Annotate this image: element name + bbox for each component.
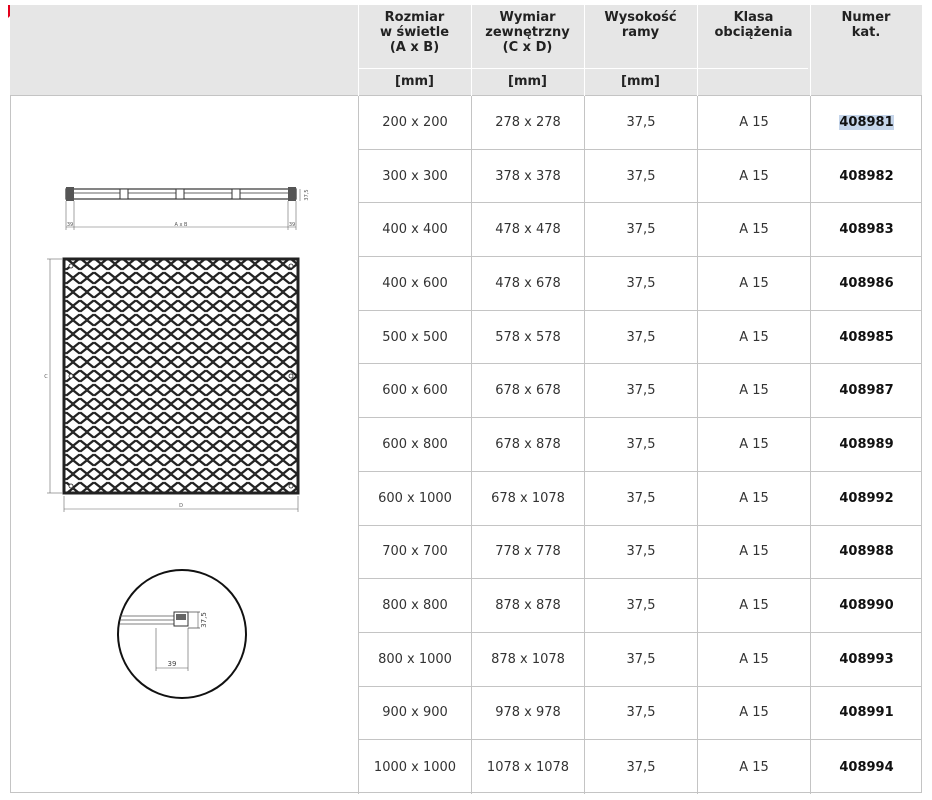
cell-catalog-text: 408983 [839, 222, 894, 238]
header-height [584, 10, 697, 40]
cell-outer [471, 418, 584, 471]
cell-height [584, 579, 697, 632]
cell-outer [471, 687, 584, 740]
side-dim-mid: A x B [174, 222, 188, 228]
cell-size-text: 1000 x 1000 [373, 759, 457, 775]
product-table [358, 96, 922, 794]
cell-class-text: A 15 [739, 222, 769, 238]
cell-outer-text: 378 x 378 [495, 168, 561, 184]
cell-size-text: 700 x 700 [382, 544, 448, 560]
cell-class-text: A 15 [739, 759, 769, 775]
header-size-line3: (A x B) [389, 40, 440, 55]
cell-outer [471, 311, 584, 364]
cell-size-text: 300 x 300 [382, 168, 448, 184]
cell-outer [471, 526, 584, 579]
cell-height-text: 37,5 [626, 222, 656, 238]
cell-catalog [810, 579, 922, 632]
cell-height-text: 37,5 [626, 329, 656, 345]
cell-catalog [810, 257, 922, 310]
cell-outer-text: 878 x 878 [495, 598, 561, 614]
unit-size: [mm] [395, 74, 434, 89]
cell-size [358, 150, 471, 203]
cell-height [584, 203, 697, 256]
cell-class [697, 150, 810, 203]
cell-height-text: 37,5 [626, 275, 656, 291]
cell-height-text: 37,5 [626, 436, 656, 452]
cell-catalog [810, 472, 922, 525]
cell-height-text: 37,5 [626, 705, 656, 721]
side-profile [66, 187, 310, 230]
cell-catalog-text: 408981 [839, 114, 894, 130]
cell-class [697, 526, 810, 579]
cell-size-text: 600 x 800 [382, 436, 448, 452]
cell-class [697, 579, 810, 632]
cell-size-text: 400 x 600 [382, 275, 448, 291]
cell-catalog-text: 408986 [839, 275, 894, 291]
cell-size-text: 900 x 900 [382, 705, 448, 721]
cell-class-text: A 15 [739, 544, 769, 560]
header-outer [471, 10, 584, 55]
cell-size [358, 633, 471, 686]
cell-size [358, 96, 471, 149]
plan-dim-c: C [44, 374, 48, 380]
cell-catalog-text: 408985 [839, 329, 894, 345]
cell-catalog-text: 408993 [839, 651, 894, 667]
cell-outer-text: 578 x 578 [495, 329, 561, 345]
cell-catalog-text: 408991 [839, 705, 894, 721]
cell-catalog-text: 408987 [839, 383, 894, 399]
cell-class [697, 633, 810, 686]
cell-class-text: A 15 [739, 383, 769, 399]
table-row [358, 203, 922, 257]
side-dim-height: 37,5 [304, 189, 310, 201]
table-row [358, 311, 922, 365]
cell-catalog-text: 408988 [839, 544, 894, 560]
cell-outer [471, 150, 584, 203]
table-row [358, 257, 922, 311]
cell-height [584, 364, 697, 417]
cell-outer [471, 472, 584, 525]
cell-size-text: 600 x 1000 [378, 490, 452, 506]
cell-outer [471, 96, 584, 149]
cell-height-text: 37,5 [626, 114, 656, 130]
table-row [358, 633, 922, 687]
table-row [358, 472, 922, 526]
cell-catalog [810, 740, 922, 794]
cell-height-text: 37,5 [626, 759, 656, 775]
cell-class-text: A 15 [739, 329, 769, 345]
cell-catalog-text: 408990 [839, 598, 894, 614]
header-vline [584, 5, 585, 96]
header-height-line2: ramy [621, 25, 660, 40]
cell-height-text: 37,5 [626, 598, 656, 614]
cell-outer-text: 978 x 978 [495, 705, 561, 721]
unit-outer: [mm] [508, 74, 547, 89]
cell-class [697, 311, 810, 364]
cell-class [697, 418, 810, 471]
header-class-line2: obciążenia [714, 25, 793, 40]
cell-size [358, 311, 471, 364]
cell-class [697, 96, 810, 149]
cell-height [584, 418, 697, 471]
cell-size [358, 203, 471, 256]
header-catalog [810, 10, 922, 40]
plan-dim-d: D [179, 503, 183, 509]
cell-outer [471, 203, 584, 256]
cell-catalog-text: 408982 [839, 168, 894, 184]
table-row [358, 687, 922, 741]
table-row [358, 150, 922, 204]
cell-outer [471, 257, 584, 310]
cell-size [358, 579, 471, 632]
cell-size-text: 200 x 200 [382, 114, 448, 130]
table-row [358, 579, 922, 633]
cell-catalog [810, 418, 922, 471]
cell-outer-text: 478 x 478 [495, 222, 561, 238]
cell-outer [471, 364, 584, 417]
side-dim-right: 39 [288, 222, 296, 228]
table-row [358, 96, 922, 150]
cell-class-text: A 15 [739, 275, 769, 291]
cell-outer [471, 579, 584, 632]
cell-class [697, 364, 810, 417]
cell-class-text: A 15 [739, 436, 769, 452]
detail-dim-width: 39 [167, 660, 177, 668]
cell-catalog-text: 408994 [839, 759, 894, 775]
cell-outer-text: 278 x 278 [495, 114, 561, 130]
cell-size [358, 472, 471, 525]
cell-catalog [810, 526, 922, 579]
cell-catalog [810, 687, 922, 740]
cell-class [697, 257, 810, 310]
cell-outer-text: 678 x 878 [495, 436, 561, 452]
header-vline [471, 5, 472, 96]
cell-class-text: A 15 [739, 114, 769, 130]
cell-height-text: 37,5 [626, 490, 656, 506]
cell-size [358, 740, 471, 794]
header-catalog-line1: Numer [841, 10, 891, 25]
cell-catalog-text: 408992 [839, 490, 894, 506]
cell-class-text: A 15 [739, 490, 769, 506]
cell-height [584, 257, 697, 310]
cell-catalog [810, 633, 922, 686]
header-size-line2: w świetle [379, 25, 450, 40]
cell-class [697, 687, 810, 740]
cell-outer-text: 478 x 678 [495, 275, 561, 291]
cell-class-text: A 15 [739, 651, 769, 667]
header-size-line1: Rozmiar [384, 10, 445, 25]
cell-catalog [810, 96, 922, 149]
cell-size [358, 687, 471, 740]
cell-outer-text: 678 x 678 [495, 383, 561, 399]
cell-height [584, 150, 697, 203]
cell-class-text: A 15 [739, 598, 769, 614]
cell-size [358, 418, 471, 471]
cell-size-text: 400 x 400 [382, 222, 448, 238]
cell-outer [471, 740, 584, 794]
cell-catalog [810, 311, 922, 364]
cell-height [584, 472, 697, 525]
cell-size-text: 500 x 500 [382, 329, 448, 345]
cell-outer-text: 878 x 1078 [491, 651, 565, 667]
cell-height [584, 740, 697, 794]
cell-class-text: A 15 [739, 705, 769, 721]
cell-size [358, 364, 471, 417]
cell-height [584, 687, 697, 740]
plan-view [44, 259, 298, 512]
cell-height-text: 37,5 [626, 651, 656, 667]
cell-catalog [810, 203, 922, 256]
header-vline [697, 5, 698, 96]
cell-size [358, 257, 471, 310]
cell-size-text: 800 x 800 [382, 598, 448, 614]
cell-height-text: 37,5 [626, 544, 656, 560]
cell-outer-text: 678 x 1078 [491, 490, 565, 506]
table-row [358, 740, 922, 794]
cell-class-text: A 15 [739, 168, 769, 184]
cell-height [584, 96, 697, 149]
cell-height-text: 37,5 [626, 168, 656, 184]
header-height-line1: Wysokość [604, 10, 677, 25]
cell-outer-text: 778 x 778 [495, 544, 561, 560]
technical-drawing [10, 96, 358, 793]
detail-view [118, 570, 246, 698]
cell-size-text: 600 x 600 [382, 383, 448, 399]
cell-catalog [810, 364, 922, 417]
cell-size-text: 800 x 1000 [378, 651, 452, 667]
table-row [358, 418, 922, 472]
header-outer-line2: zewnętrzny [485, 25, 570, 40]
header-size [358, 10, 471, 55]
side-dim-left: 39 [66, 222, 74, 228]
header-divider [358, 68, 808, 69]
table-row [358, 526, 922, 580]
cell-catalog [810, 150, 922, 203]
cell-height-text: 37,5 [626, 383, 656, 399]
cell-height [584, 526, 697, 579]
cell-size [358, 526, 471, 579]
cell-outer-text: 1078 x 1078 [486, 759, 570, 775]
header-class-line1: Klasa [733, 10, 774, 25]
table-row [358, 364, 922, 418]
header-catalog-line2: kat. [851, 25, 881, 40]
header-outer-line3: (C x D) [502, 40, 553, 55]
cell-class [697, 472, 810, 525]
header-class [697, 10, 810, 40]
cell-height [584, 311, 697, 364]
header-vline [810, 5, 811, 96]
cell-class [697, 740, 810, 794]
cell-height [584, 633, 697, 686]
unit-height: [mm] [621, 74, 660, 89]
header-vline [358, 5, 359, 96]
cell-class [697, 203, 810, 256]
header-outer-line1: Wymiar [499, 10, 556, 25]
detail-dim-height: 37,5 [200, 612, 208, 628]
cell-outer [471, 633, 584, 686]
cell-catalog-text: 408989 [839, 436, 894, 452]
